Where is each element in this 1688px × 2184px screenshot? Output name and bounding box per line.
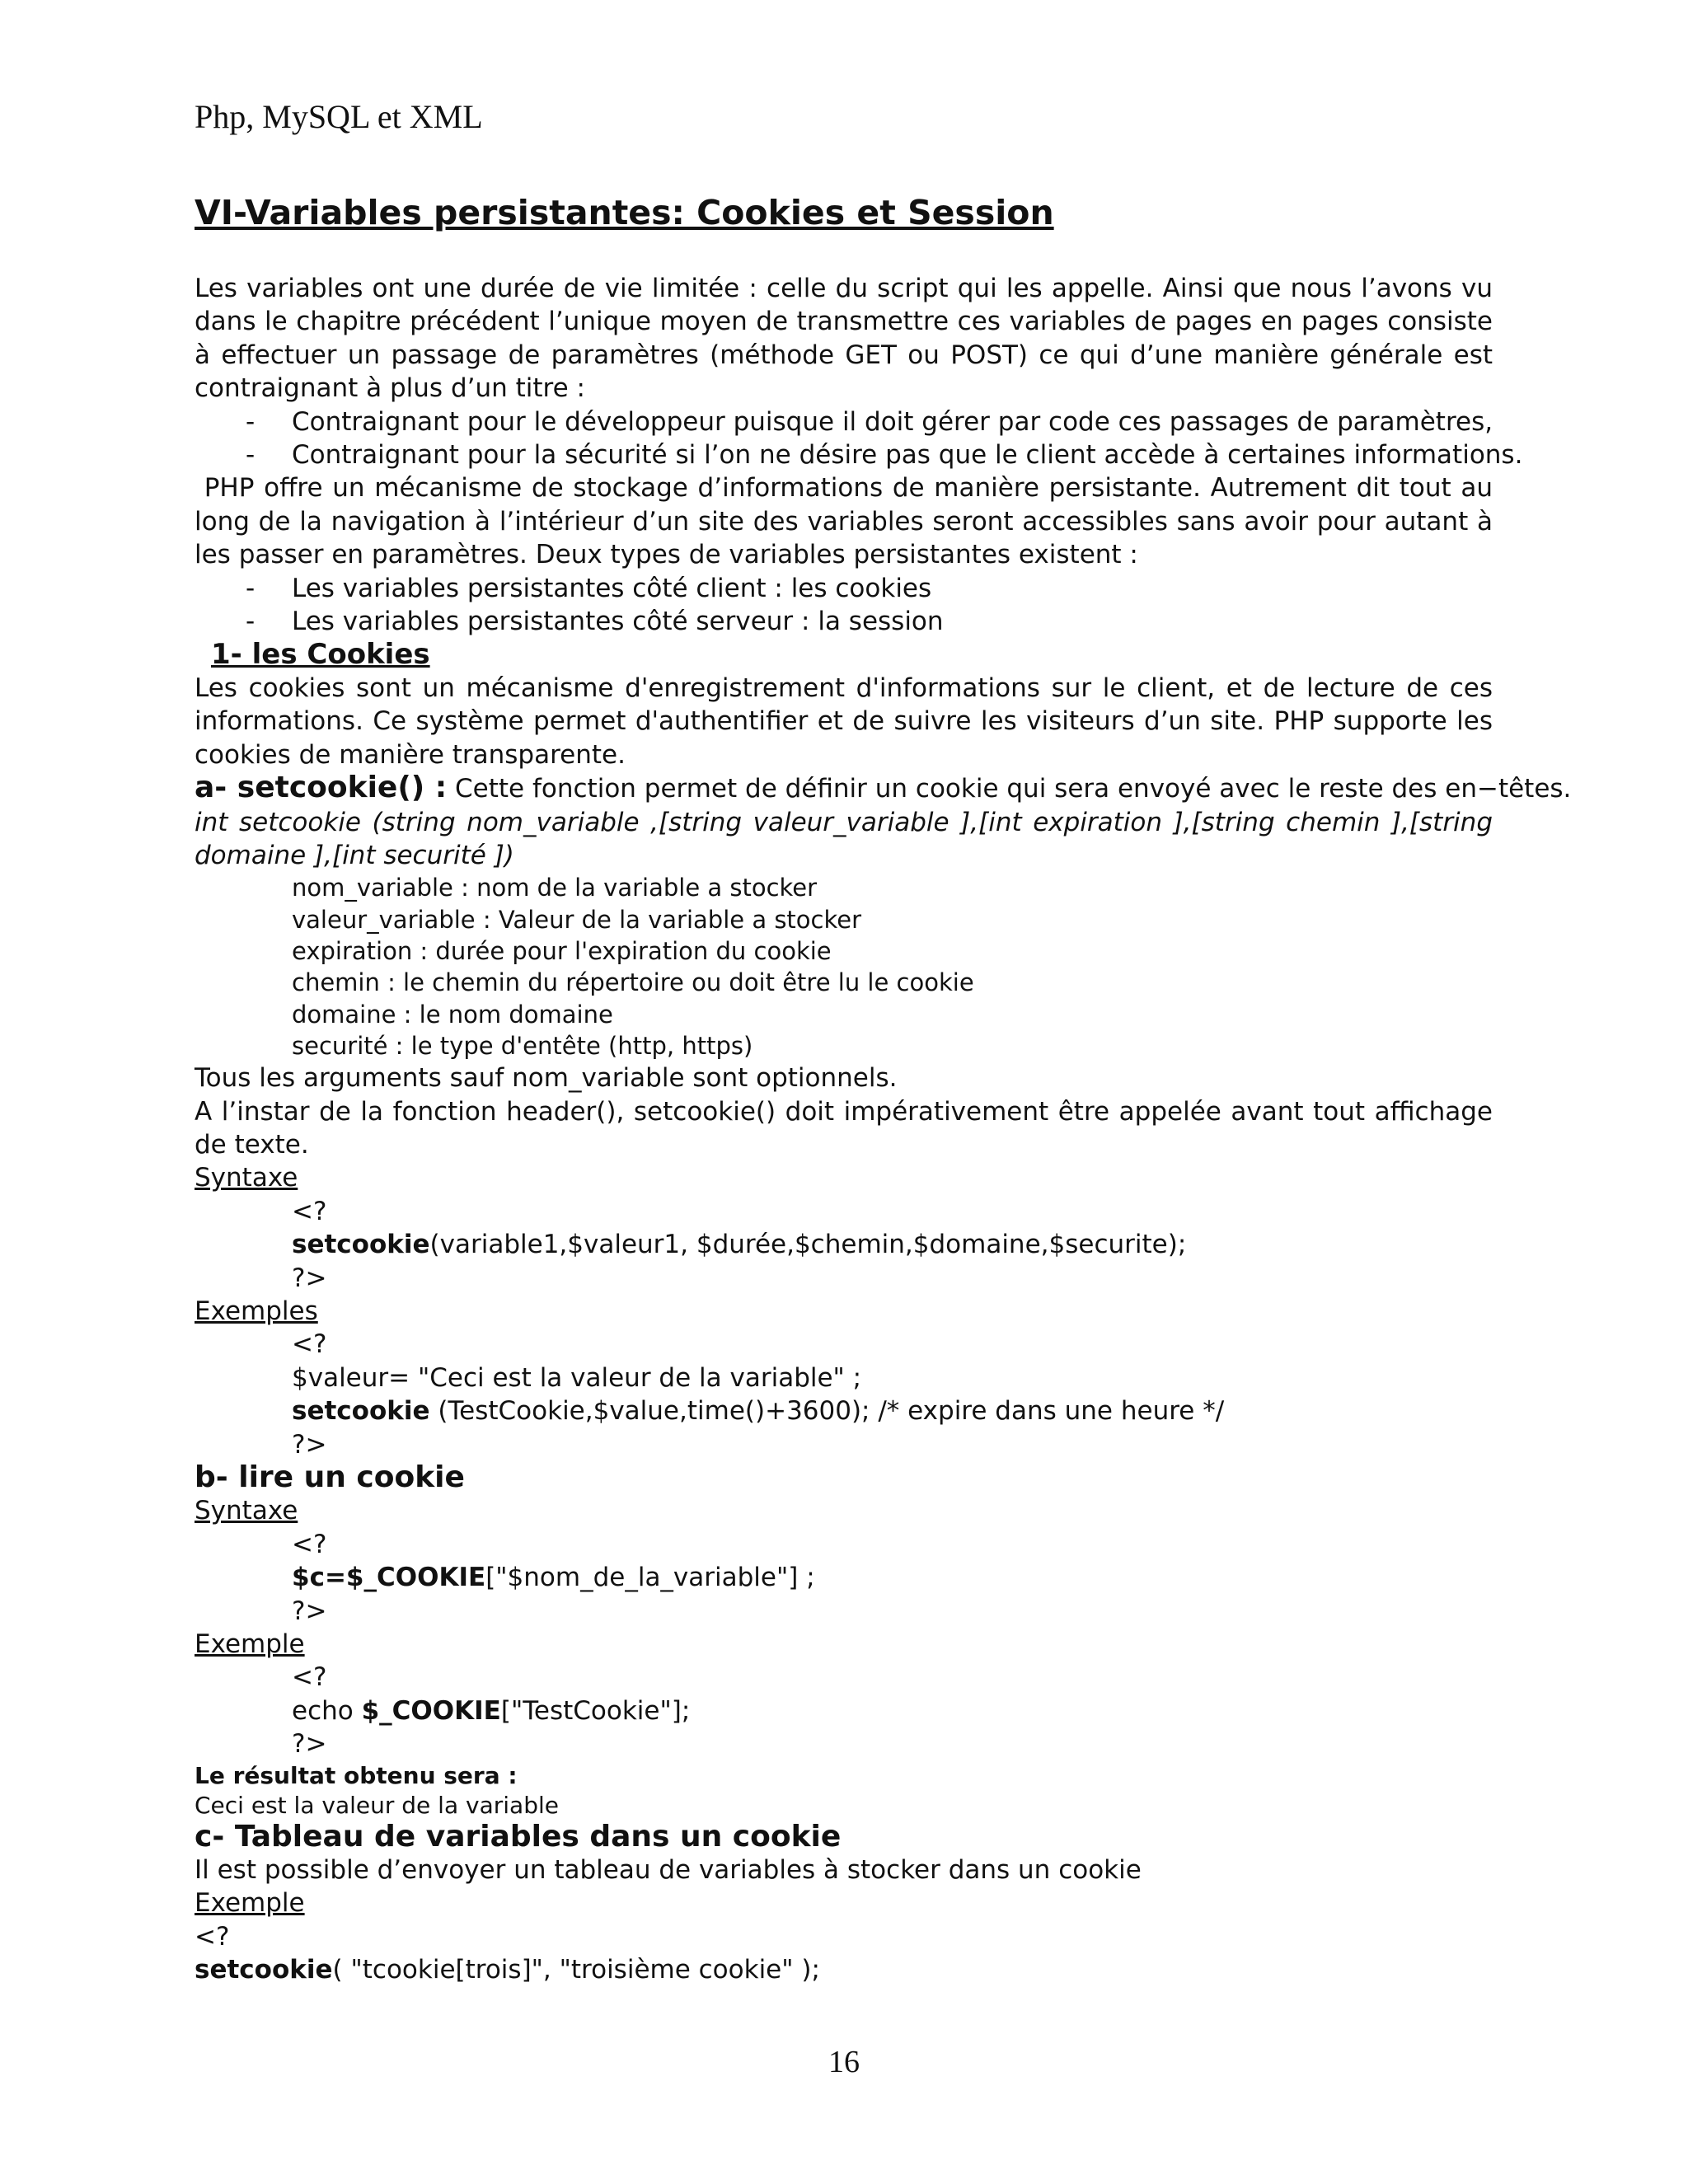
optional-note: Tous les arguments sauf nom_variable sont optionnels. (195, 1063, 898, 1094)
bullet-item: - Les variables persistantes côté client : les cookies (195, 572, 1493, 605)
code-keyword: setcookie (292, 1396, 430, 1427)
section-title: VI-Variables persistantes: Cookies et Session (195, 193, 1054, 232)
syntax-label: Syntaxe (195, 1496, 298, 1526)
setcookie-description: Cette fonction permet de définir un cookie qui sera envoyé avec le reste des en−têtes. (447, 774, 1572, 804)
param-item: securité : le type d'entête (http, https) (292, 1031, 753, 1060)
code-line: $valeur= "Ceci est la valeur de la variable" ; (292, 1362, 862, 1393)
result-label: Le résultat obtenu sera : (195, 1761, 518, 1789)
param-item: expiration : durée pour l'expiration du cookie (292, 936, 832, 965)
running-header: Php, MySQL et XML (195, 98, 483, 135)
setcookie-heading: a- setcookie() : (195, 771, 448, 805)
code-open-tag: <? (292, 1329, 327, 1360)
code-keyword: $c=$_COOKIE (292, 1563, 486, 1593)
param-item: domaine : le nom domaine (292, 1000, 613, 1029)
example-label: Exemple (195, 1629, 305, 1659)
code-text: (TestCookie,$value,time()+3600); /* expire dans une heure */ (429, 1396, 1225, 1427)
array-cookie-text: Il est possible d’envoyer un tableau de variables à stocker dans un cookie (195, 1855, 1142, 1886)
instar-note: A l’instar de la fonction header(), setcookie() doit impérativement être appelée avant tout affichage de texte. (195, 1096, 1493, 1160)
body-text (195, 272, 1572, 1987)
examples-label: Exemples (195, 1296, 318, 1326)
setcookie-definition (195, 771, 1572, 805)
code-line (195, 1228, 1493, 1261)
code-line (195, 1694, 1493, 1727)
array-cookie-heading: c- Tableau de variables dans un cookie (195, 1819, 842, 1854)
code-close-tag: ?> (292, 1429, 327, 1460)
syntax-label: Syntaxe (195, 1163, 298, 1193)
setcookie-prototype: int setcookie (string nom_variable ,[string valeur_variable ],[int expiration ],[string chemin ],[string domaine ],[int securité ]) (195, 807, 1493, 870)
cookies-paragraph: Les cookies sont un mécanisme d'enregistrement d'informations sur le client, et de lecture de ces informations. Ce système permet d'authentifier et de suivre les visiteurs d’un site. PHP supporte les cookies de manière transparente. (195, 673, 1493, 770)
read-cookie-heading: b- lire un cookie (195, 1460, 465, 1494)
code-line (195, 1561, 1493, 1594)
code-line (195, 1953, 1493, 1986)
code-text: (variable1,$valeur1, $durée,$chemin,$domaine,$securite); (429, 1230, 1187, 1260)
param-item: chemin : le chemin du répertoire ou doit être lu le cookie (292, 968, 974, 997)
code-text: ( "tcookie[trois]", "troisième cookie" ); (332, 1955, 820, 1985)
code-open-tag: <? (292, 1662, 327, 1693)
code-keyword: $_COOKIE (361, 1695, 501, 1726)
bullet-item: - Contraignant pour le développeur puisque il doit gérer par code ces passages de paramètres, (195, 405, 1493, 438)
code-open-tag: <? (292, 1529, 327, 1559)
code-close-tag: ?> (292, 1263, 327, 1293)
param-item: valeur_variable : Valeur de la variable a stocker (292, 905, 862, 934)
code-text: ["TestCookie"]; (500, 1695, 691, 1726)
param-item: nom_variable : nom de la variable a stocker (292, 874, 818, 902)
bullet-item: - Les variables persistantes côté serveur : la session (195, 605, 1493, 638)
php-paragraph: PHP offre un mécanisme de stockage d’informations de manière persistante. Autrement dit tout au long de la navigation à l’intérieur d’un site des variables seront accessibles sans avoir pour autant à les passer en paramètres. Deux types de variables persistantes existent : (195, 473, 1501, 570)
code-text: ["$nom_de_la_variable"] ; (485, 1563, 815, 1593)
code-keyword: setcookie (292, 1230, 430, 1260)
code-close-tag: ?> (292, 1596, 327, 1626)
bullet-item: - Contraignant pour la sécurité si l’on ne désire pas que le client accède à certaines informations. (195, 438, 1493, 471)
code-open-tag: <? (195, 1921, 230, 1952)
code-keyword: setcookie (195, 1955, 333, 1985)
code-line (195, 1394, 1493, 1427)
example-label: Exemple (195, 1888, 305, 1919)
intro-paragraph: Les variables ont une durée de vie limitée : celle du script qui les appelle. Ainsi que nous l’avons vu dans le chapitre précédent l’unique moyen de transmettre ces variables de pages en pages consiste à effectuer un passage de paramètres (méthode GET ou POST) ce qui d’une manière générale est contraignant à plus d’un titre : (195, 274, 1493, 404)
result-text: Ceci est la valeur de la variable (195, 1791, 559, 1819)
code-close-tag: ?> (292, 1729, 327, 1760)
page-number: 16 (828, 2045, 860, 2079)
code-text: echo (292, 1695, 362, 1726)
code-open-tag: <? (292, 1196, 327, 1226)
subsection-heading-cookies: 1- les Cookies (211, 638, 430, 672)
